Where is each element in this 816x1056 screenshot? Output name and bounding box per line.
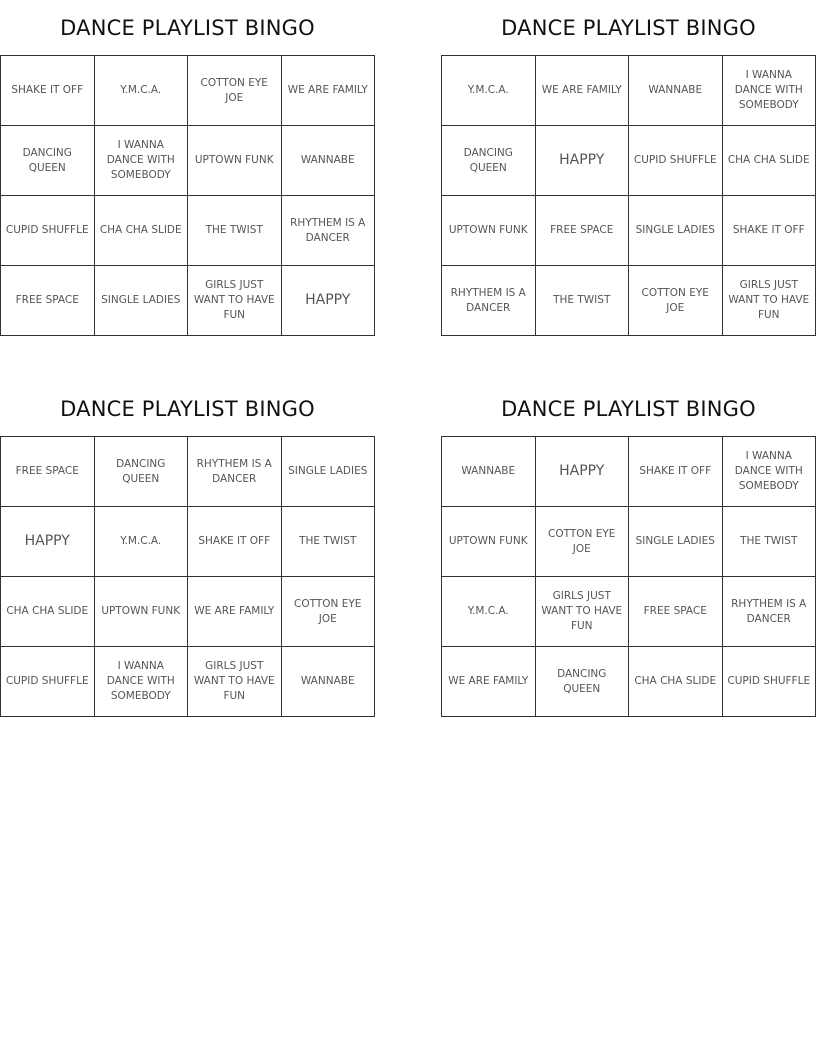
bingo-cell: WE ARE FAMILY <box>536 56 630 126</box>
bingo-cell: WANNABE <box>282 126 376 196</box>
bingo-cell: FREE SPACE <box>629 577 723 647</box>
bingo-cell: DANCING QUEEN <box>536 647 630 717</box>
bingo-card-2 <box>441 0 816 336</box>
bingo-cell: COTTON EYE JOE <box>282 577 376 647</box>
bingo-cell: RHYTHEM IS A DANCER <box>282 196 376 266</box>
bingo-cell: UPTOWN FUNK <box>442 196 536 266</box>
bingo-card-4 <box>441 381 816 717</box>
bingo-cell: I WANNA DANCE WITH SOMEBODY <box>723 56 816 126</box>
bingo-grid <box>0 436 375 717</box>
bingo-cell: RHYTHEM IS A DANCER <box>723 577 816 647</box>
bingo-cell: RHYTHEM IS A DANCER <box>188 437 282 507</box>
bingo-cell: CHA CHA SLIDE <box>95 196 189 266</box>
bingo-card-3 <box>0 381 375 717</box>
bingo-cell: SINGLE LADIES <box>282 437 376 507</box>
bingo-cell: FREE SPACE <box>536 196 630 266</box>
bingo-cell: CHA CHA SLIDE <box>723 126 816 196</box>
bingo-cell: HAPPY <box>536 126 630 196</box>
bingo-cell: GIRLS JUST WANT TO HAVE FUN <box>536 577 630 647</box>
bingo-cell: UPTOWN FUNK <box>95 577 189 647</box>
bingo-card-1 <box>0 0 375 336</box>
bingo-cell: DANCING QUEEN <box>1 126 95 196</box>
bingo-cell: Y.M.C.A. <box>442 577 536 647</box>
card-title: DANCE PLAYLIST BINGO <box>501 397 756 421</box>
bingo-grid <box>0 55 375 336</box>
bingo-cell: DANCING QUEEN <box>442 126 536 196</box>
bingo-cell: COTTON EYE JOE <box>629 266 723 336</box>
bingo-cell: GIRLS JUST WANT TO HAVE FUN <box>188 647 282 717</box>
bingo-cell: WANNABE <box>282 647 376 717</box>
bingo-cell: WANNABE <box>629 56 723 126</box>
bingo-cell: WE ARE FAMILY <box>282 56 376 126</box>
bingo-grid <box>441 55 816 336</box>
bingo-cell: I WANNA DANCE WITH SOMEBODY <box>723 437 816 507</box>
bingo-cell: CUPID SHUFFLE <box>1 196 95 266</box>
bingo-cell: HAPPY <box>282 266 376 336</box>
bingo-cell: WE ARE FAMILY <box>442 647 536 717</box>
bingo-cell: WANNABE <box>442 437 536 507</box>
bingo-grid <box>441 436 816 717</box>
bingo-cell: THE TWIST <box>723 507 816 577</box>
bingo-cell: SINGLE LADIES <box>629 196 723 266</box>
bingo-cell: CHA CHA SLIDE <box>1 577 95 647</box>
card-title: DANCE PLAYLIST BINGO <box>60 397 315 421</box>
bingo-cell: SHAKE IT OFF <box>1 56 95 126</box>
bingo-cell: COTTON EYE JOE <box>188 56 282 126</box>
bingo-cell: COTTON EYE JOE <box>536 507 630 577</box>
bingo-cell: HAPPY <box>1 507 95 577</box>
bingo-cell: SHAKE IT OFF <box>188 507 282 577</box>
bingo-cell: I WANNA DANCE WITH SOMEBODY <box>95 647 189 717</box>
bingo-cell: Y.M.C.A. <box>95 507 189 577</box>
bingo-cell: CUPID SHUFFLE <box>629 126 723 196</box>
bingo-cell: CUPID SHUFFLE <box>723 647 816 717</box>
bingo-cell: WE ARE FAMILY <box>188 577 282 647</box>
bingo-cell: CHA CHA SLIDE <box>629 647 723 717</box>
bingo-cell: GIRLS JUST WANT TO HAVE FUN <box>188 266 282 336</box>
bingo-cell: RHYTHEM IS A DANCER <box>442 266 536 336</box>
bingo-cell: I WANNA DANCE WITH SOMEBODY <box>95 126 189 196</box>
bingo-cell: THE TWIST <box>536 266 630 336</box>
bingo-cell: HAPPY <box>536 437 630 507</box>
bingo-cell: Y.M.C.A. <box>442 56 536 126</box>
bingo-cell: GIRLS JUST WANT TO HAVE FUN <box>723 266 816 336</box>
bingo-cell: SHAKE IT OFF <box>723 196 816 266</box>
bingo-cell: SINGLE LADIES <box>95 266 189 336</box>
bingo-cell: THE TWIST <box>188 196 282 266</box>
bingo-cell: FREE SPACE <box>1 266 95 336</box>
bingo-cell: CUPID SHUFFLE <box>1 647 95 717</box>
bingo-cell: SINGLE LADIES <box>629 507 723 577</box>
card-title: DANCE PLAYLIST BINGO <box>501 16 756 40</box>
bingo-cell: SHAKE IT OFF <box>629 437 723 507</box>
card-title: DANCE PLAYLIST BINGO <box>60 16 315 40</box>
bingo-cell: UPTOWN FUNK <box>442 507 536 577</box>
bingo-cell: THE TWIST <box>282 507 376 577</box>
bingo-cell: DANCING QUEEN <box>95 437 189 507</box>
bingo-cell: UPTOWN FUNK <box>188 126 282 196</box>
bingo-cell: FREE SPACE <box>1 437 95 507</box>
bingo-cell: Y.M.C.A. <box>95 56 189 126</box>
